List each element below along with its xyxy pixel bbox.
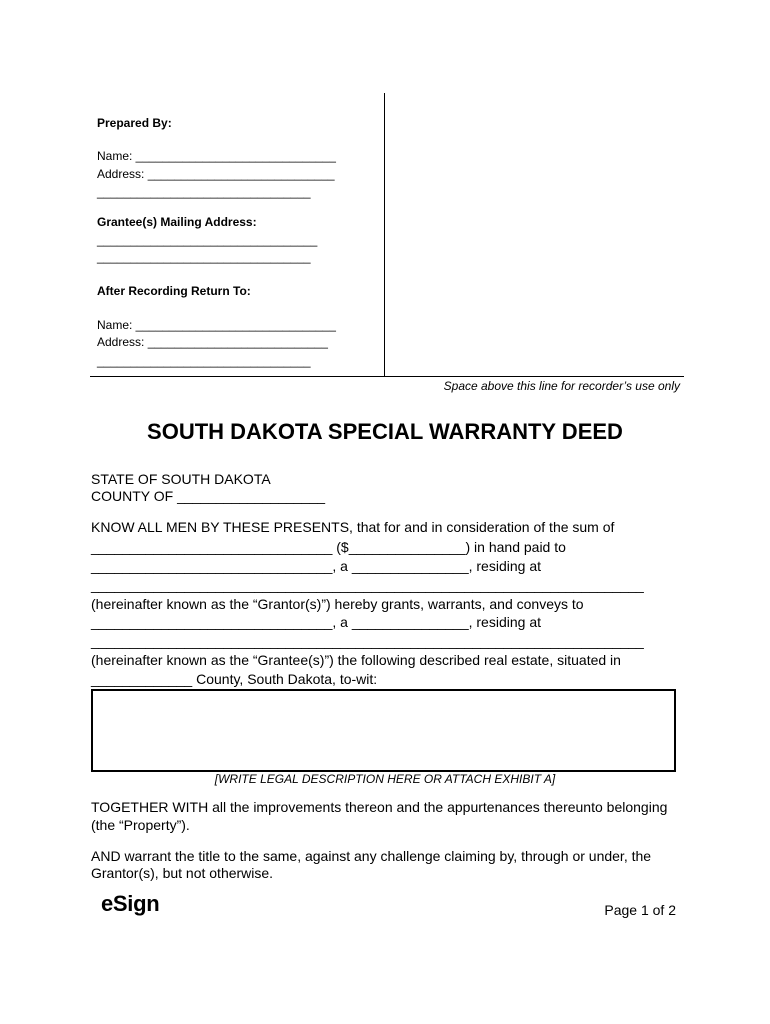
legal-description-box[interactable] [91,689,676,772]
body-line-3[interactable]: _______________________________, a _______________, residing at [91,558,541,574]
state-line: STATE OF SOUTH DAKOTA [91,471,271,487]
grantee-mailing-label: Grantee(s) Mailing Address: [97,215,257,229]
body-line-7[interactable]: _______________________________________________________________________ [91,633,644,649]
together-line-2: (the “Property”). [91,817,190,833]
grantee-mailing-line2[interactable]: ________________________________ [97,250,311,264]
grantee-mailing-line1[interactable]: _________________________________ [97,233,318,247]
body-line-5: (hereinafter known as the “Grantor(s)”) hereby grants, warrants, and conveys to [91,596,584,612]
prepared-address-field[interactable]: Address: ____________________________ [97,167,335,181]
prepared-address-line2[interactable]: ________________________________ [97,185,311,199]
legal-description-caption: [WRITE LEGAL DESCRIPTION HERE OR ATTACH EXHIBIT A] [214,772,556,786]
recorder-note: Space above this line for recorder’s use only [443,379,680,393]
recorder-space-line [90,376,684,377]
body-line-1: KNOW ALL MEN BY THESE PRESENTS, that for and in consideration of the sum of [91,519,615,535]
body-line-6[interactable]: _______________________________, a _______________, residing at [91,614,541,630]
prepared-by-label: Prepared By: [97,116,172,130]
warrant-line-1: AND warrant the title to the same, against any challenge claiming by, through or under, the [91,848,652,864]
body-line-2[interactable]: _______________________________ ($_______________) in hand paid to [91,539,566,555]
body-line-9[interactable]: _____________ County, South Dakota, to-wit: [91,671,378,687]
prepared-name-field[interactable]: Name: ______________________________ [97,149,336,163]
together-line-1: TOGETHER WITH all the improvements thereon and the appurtenances thereunto belonging [91,799,668,815]
county-line[interactable]: COUNTY OF ___________________ [91,488,326,504]
body-line-4[interactable]: _______________________________________________________________________ [91,577,644,593]
return-address-field[interactable]: Address: ___________________________ [97,335,328,349]
page-number: Page 1 of 2 [604,902,676,918]
esign-logo: eSign [101,891,160,916]
body-line-8: (hereinafter known as the “Grantee(s)”) the following described real estate, situated in [91,652,621,668]
document-title: SOUTH DAKOTA SPECIAL WARRANTY DEED [147,419,623,444]
warrant-line-2: Grantor(s), but not otherwise. [91,865,274,881]
return-to-label: After Recording Return To: [97,284,251,298]
return-name-field[interactable]: Name: ______________________________ [97,318,336,332]
header-vertical-divider [384,93,385,376]
return-address-line2[interactable]: ________________________________ [97,354,311,368]
